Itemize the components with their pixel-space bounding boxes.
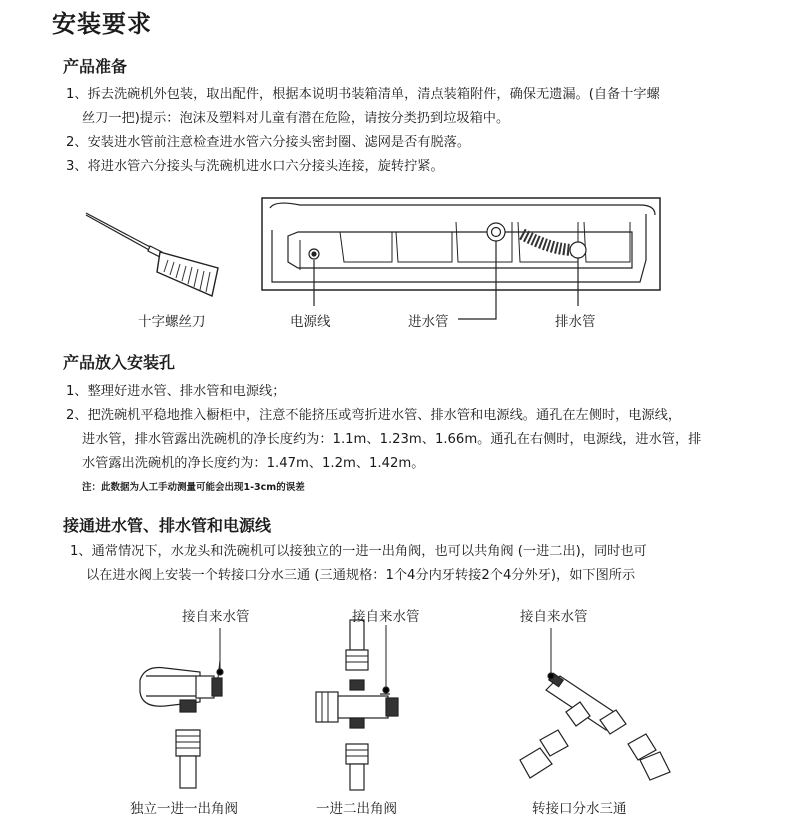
caption-valve-2: 一进二出角阀 (316, 801, 397, 817)
caption-valve-1: 独立一进一出角阀 (130, 801, 238, 817)
angle-valve-illustration (140, 628, 223, 788)
place-line-2-cont-a: 进水管，排水管露出洗碗机的净长度约为：1.1m、1.23m、1.66m。通孔在右侧时，电源线，进水管，排 (82, 432, 702, 447)
page-title: 安装要求 (52, 10, 152, 38)
screwdriver-illustration (86, 213, 218, 296)
caption-valve-3: 转接口分水三通 (532, 801, 627, 817)
prep-line-3: 3、将进水管六分接头与洗碗机进水口六分接头连接，旋转拧紧。 (66, 159, 444, 174)
place-line-1: 1、整理好进水管、排水管和电源线； (66, 384, 286, 399)
label-tap-2: 接自来水管 (352, 609, 420, 625)
section-heading-connection: 接通进水管、排水管和电源线 (63, 516, 272, 535)
section-heading-preparation: 产品准备 (63, 57, 128, 76)
connect-line-1-cont: 以在进水阀上安装一个转接口分水三通 (三通规格：1个4分内牙转接2个4分外牙)，如下图所示 (86, 568, 636, 583)
measurement-note: 注：此数据为人工手动测量可能会出现1-3cm的误差 (82, 482, 305, 493)
caption-power-cord: 电源线 (290, 314, 331, 330)
caption-drain-hose: 排水管 (555, 314, 596, 330)
caption-inlet-hose: 进水管 (408, 314, 449, 330)
tee-valve-illustration (316, 620, 398, 790)
adapter-tee-illustration (520, 628, 670, 780)
label-tap-1: 接自来水管 (182, 609, 250, 625)
dishwasher-back-illustration (262, 198, 660, 319)
prep-line-2: 2、安装进水管前注意检查进水管六分接头密封圈、滤网是否有脱落。 (66, 135, 471, 150)
section-heading-placement: 产品放入安装孔 (63, 353, 176, 372)
place-line-2: 2、把洗碗机平稳地推入橱柜中，注意不能挤压或弯折进水管、排水管和电源线。通孔在左侧时，电源线， (66, 408, 682, 423)
place-line-2-cont-b: 水管露出洗碗机的净长度约为：1.47m、1.2m、1.42m。 (82, 456, 425, 471)
label-tap-3: 接自来水管 (520, 609, 588, 625)
prep-line-1-cont: 丝刀一把)提示：泡沫及塑料对儿童有潜在危险，请按分类扔到垃圾箱中。 (82, 111, 510, 126)
connect-line-1: 1、通常情况下，水龙头和洗碗机可以接独立的一进一出角阀，也可以共角阀 (一进二出)，同时也可 (70, 544, 647, 559)
caption-screwdriver: 十字螺丝刀 (138, 314, 206, 330)
prep-line-1: 1、拆去洗碗机外包装，取出配件，根据本说明书装箱清单，清点装箱附件，确保无遗漏。(自备十字螺 (66, 87, 660, 102)
